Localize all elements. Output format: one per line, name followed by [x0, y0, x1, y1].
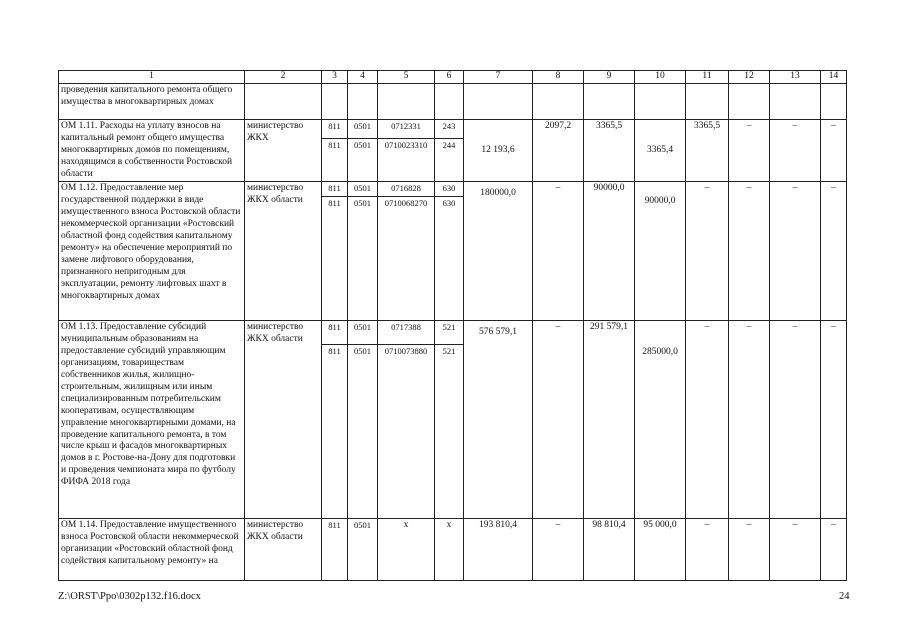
total-amount: 576 579,1: [464, 321, 533, 519]
executor: министерство ЖКХ области: [245, 519, 322, 581]
csr-code: 0710073880: [378, 345, 435, 519]
csr-code: 0712331: [378, 119, 435, 138]
year-6-amount: –: [770, 519, 821, 581]
vr-code: 243: [435, 119, 464, 138]
grbs-code: 811: [322, 182, 348, 197]
grbs-code: 811: [322, 345, 348, 519]
executor: министерство ЖКХ: [245, 119, 322, 182]
grbs-code: 811: [322, 119, 348, 138]
rz-pr-code: 0501: [348, 138, 378, 182]
col-header-10: 10: [635, 71, 686, 84]
year-3-amount: 3365,4: [635, 119, 686, 182]
year-2-amount: 291 579,1: [584, 321, 635, 519]
col-header-9: 9: [584, 71, 635, 84]
table-row: [59, 83, 847, 119]
year-7-amount: –: [821, 321, 847, 519]
col-header-4: 4: [348, 71, 378, 84]
year-4-amount: –: [686, 519, 729, 581]
year-5-amount: –: [729, 119, 770, 182]
col-header-11: 11: [686, 71, 729, 84]
csr-code: 0717388: [378, 321, 435, 345]
grbs-code: 811: [322, 519, 348, 581]
csr-code: 0710023310: [378, 138, 435, 182]
year-5-amount: –: [729, 182, 770, 321]
rz-pr-code: 0501: [348, 197, 378, 321]
total-amount: 12 193,6: [464, 119, 533, 182]
column-number-row: [59, 71, 847, 84]
measure-description: ОМ 1.12. Предоставление мер государственной поддержки в виде имущественного взноса Ростовской области некоммерческой организации «Ростовский областной фонд содействия капитальному ремонту» на обеспечение мероприятий по замене лифтового оборудования, признанного непригодным для эксплуатации, ремонту лифтовых шахт в многоквартирных домах: [59, 182, 245, 321]
page-number: 24: [839, 591, 850, 602]
year-6-amount: –: [770, 182, 821, 321]
col-header-3: 3: [322, 71, 348, 84]
budget-table: [58, 70, 847, 581]
year-1-amount: –: [533, 321, 584, 519]
vr-code: 244: [435, 138, 464, 182]
vr-code: 630: [435, 182, 464, 197]
executor: министерство ЖКХ области: [245, 182, 322, 321]
rz-pr-code: 0501: [348, 345, 378, 519]
col-header-1: 1: [59, 71, 245, 84]
table-row: [59, 321, 847, 345]
grbs-code: 811: [322, 197, 348, 321]
year-4-amount: 3365,5: [686, 119, 729, 182]
csr-code: х: [378, 519, 435, 581]
year-5-amount: –: [729, 321, 770, 519]
rz-pr-code: 0501: [348, 119, 378, 138]
rz-pr-code: 0501: [348, 182, 378, 197]
year-4-amount: –: [686, 182, 729, 321]
year-6-amount: –: [770, 321, 821, 519]
grbs-code: 811: [322, 321, 348, 345]
total-amount: 180000,0: [464, 182, 533, 321]
year-7-amount: –: [821, 119, 847, 182]
year-1-amount: –: [533, 182, 584, 321]
total-amount: 193 810,4: [464, 519, 533, 581]
year-7-amount: –: [821, 182, 847, 321]
table-row: [59, 519, 847, 581]
year-4-amount: –: [686, 321, 729, 519]
col-header-7: 7: [464, 71, 533, 84]
grbs-code: 811: [322, 138, 348, 182]
year-7-amount: –: [821, 519, 847, 581]
col-header-8: 8: [533, 71, 584, 84]
col-header-5: 5: [378, 71, 435, 84]
vr-code: 521: [435, 345, 464, 519]
col-header-12: 12: [729, 71, 770, 84]
measure-description: ОМ 1.13. Предоставление субсидий муниципальным образованиям на предоставление субсидий управляющим организациям, товариществам собственников жилья, жилищно-строительным, жилищным или иным специализированным потребительским кооперативам, осуществляющим управление многоквартирными домами, на проведение капитального ремонта, в том числе крыш и фасадов многоквартирных домов в г. Ростове-на-Дону для подготовки и проведения чемпионата мира по футболу ФИФА 2018 года: [59, 321, 245, 519]
vr-code: 630: [435, 197, 464, 321]
col-header-14: 14: [821, 71, 847, 84]
vr-code: 521: [435, 321, 464, 345]
year-6-amount: –: [770, 119, 821, 182]
file-path: Z:\ORST\Ppo\0302p132.f16.docx: [58, 591, 201, 602]
table-row: [59, 182, 847, 197]
col-header-13: 13: [770, 71, 821, 84]
col-header-6: 6: [435, 71, 464, 84]
measure-description: ОМ 1.11. Расходы на уплату взносов на капитальный ремонт общего имущества многоквартирных домов по помещениям, находящимся в собственности Ростовской области: [59, 119, 245, 182]
year-1-amount: –: [533, 519, 584, 581]
year-3-amount: 95 000,0: [635, 519, 686, 581]
measure-description: ОМ 1.14. Предоставление имущественного взноса Ростовской области некоммерческой организации «Ростовский областной фонд содействия капитальному ремонту» на: [59, 519, 245, 581]
year-3-amount: 90000,0: [635, 182, 686, 321]
year-2-amount: 90000,0: [584, 182, 635, 321]
year-2-amount: 3365,5: [584, 119, 635, 182]
year-1-amount: 2097,2: [533, 119, 584, 182]
table-row: [59, 119, 847, 138]
year-2-amount: 98 810,4: [584, 519, 635, 581]
executor: министерство ЖКХ области: [245, 321, 322, 519]
year-3-amount: 285000,0: [635, 321, 686, 519]
year-5-amount: –: [729, 519, 770, 581]
col-header-2: 2: [245, 71, 322, 84]
measure-description: проведения капитального ремонта общего имущества в многоквартирных домах: [59, 83, 245, 119]
csr-code: 0716828: [378, 182, 435, 197]
rz-pr-code: 0501: [348, 519, 378, 581]
rz-pr-code: 0501: [348, 321, 378, 345]
vr-code: х: [435, 519, 464, 581]
csr-code: 0710068270: [378, 197, 435, 321]
